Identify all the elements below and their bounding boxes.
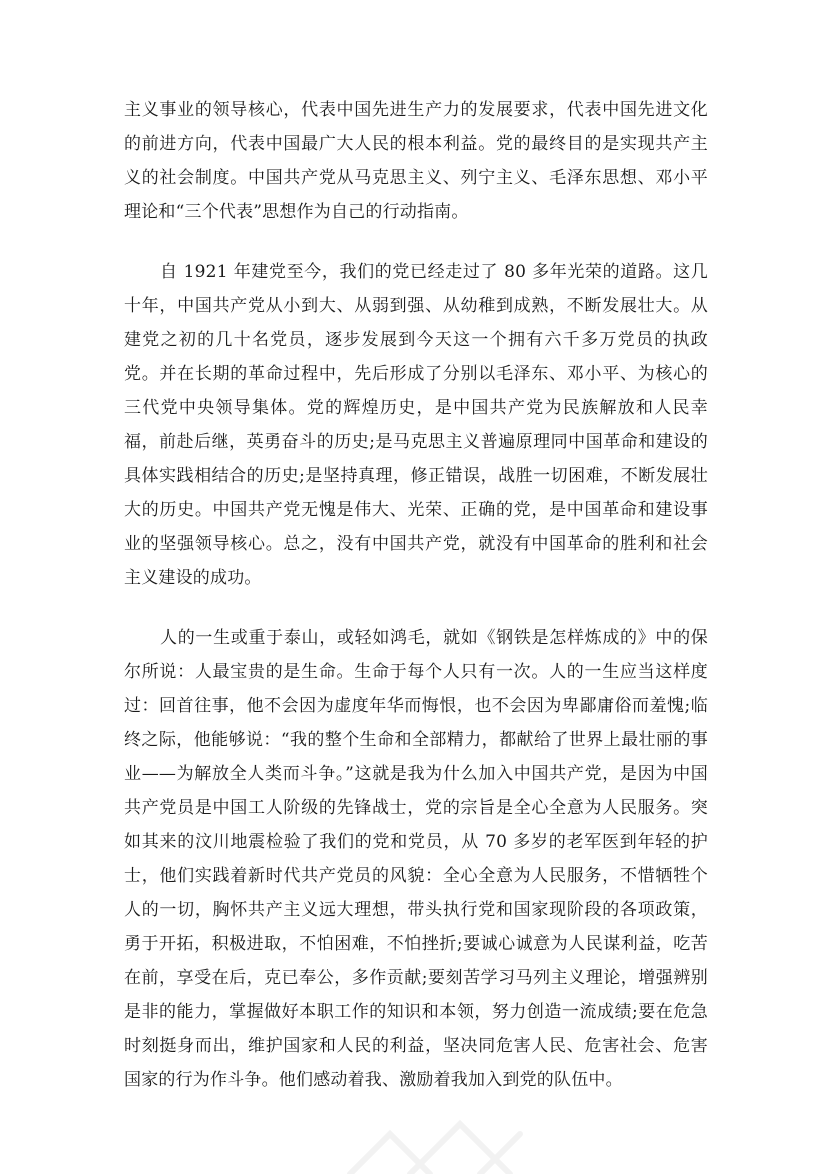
paragraph-party-history: 自 1921 年建党至今，我们的党已经走过了 80 多年光荣的道路。这几十年，中国共产党从小到大、从弱到强、从幼稚到成熟，不断发展壮大。从建党之初的几十名党员，逐步发展到今天这一个拥有六千多万党员的执政党。并在长期的革命过程中，先后形成了分别以毛泽东、邓小平、为核心的三代党中央领导集体。党的辉煌历史，是中国共产党为民族解放和人民幸福，前赴后继，英勇奋斗的历史;是马克思主义普遍原理同中国革命和建设的具体实践相结合的历史;是坚持真理，修正错误，战胜一切困难，不断发展壮大的历史。中国共产党无愧是伟大、光荣、正确的党，是中国革命和建设事业的坚强领导核心。总之，没有中国共产党，就没有中国革命的胜利和社会主义建设的成功。	[124, 262, 708, 588]
document-body	[124, 93, 708, 1123]
watermark-graphic	[330, 1110, 550, 1174]
paragraph-personal-motivation: 人的一生或重于泰山，或轻如鸿毛，就如《钢铁是怎样炼成的》中的保尔所说：人最宝贵的是生命。生命于每个人只有一次。人的一生应当这样度过：回首往事，他不会因为虚度年华而悔恨，也不会因为卑鄙庸俗而羞愧;临终之际，他能够说：“我的整个生命和全部精力，都献给了世界上最壮丽的事业——为解放全人类而斗争。”这就是我为什么加入中国共产党，是因为中国共产党员是中国工人阶级的先锋战士，党的宗旨是全心全意为人民服务。突如其来的汶川地震检验了我们的党和党员，从 70 多岁的老军医到年轻的护士，他们实践着新时代共产党员的风貌：全心全意为人民服务，不惜牺牲个人的一切，胸怀共产主义远大理想，带头执行党和国家现阶段的各项政策，勇于开拓，积极进取，不怕困难，不怕挫折;要诚心诚意为人民谋利益，吃苦在前，享受在后，克已奉公，多作贡献;要刻苦学习马列主义理论，增强辨别是非的能力，掌握做好本职工作的知识和本领，努力创造一流成绩;要在危急时刻挺身而出，维护国家和人民的利益，坚决同危害人民、危害社会、危害国家的行为作斗争。他们感动着我、激励着我加入到党的队伍中。	[124, 628, 708, 1090]
watermark-logo-icon	[330, 1110, 550, 1174]
paragraph-continuation: 主义事业的领导核心，代表中国先进生产力的发展要求，代表中国先进文化的前进方向，代表中国最广大人民的根本利益。党的最终目的是实现共产主义的社会制度。中国共产党从马克思主义、列宁主义、毛泽东思想、邓小平理论和“三个代表”思想作为自己的行动指南。	[124, 100, 708, 222]
